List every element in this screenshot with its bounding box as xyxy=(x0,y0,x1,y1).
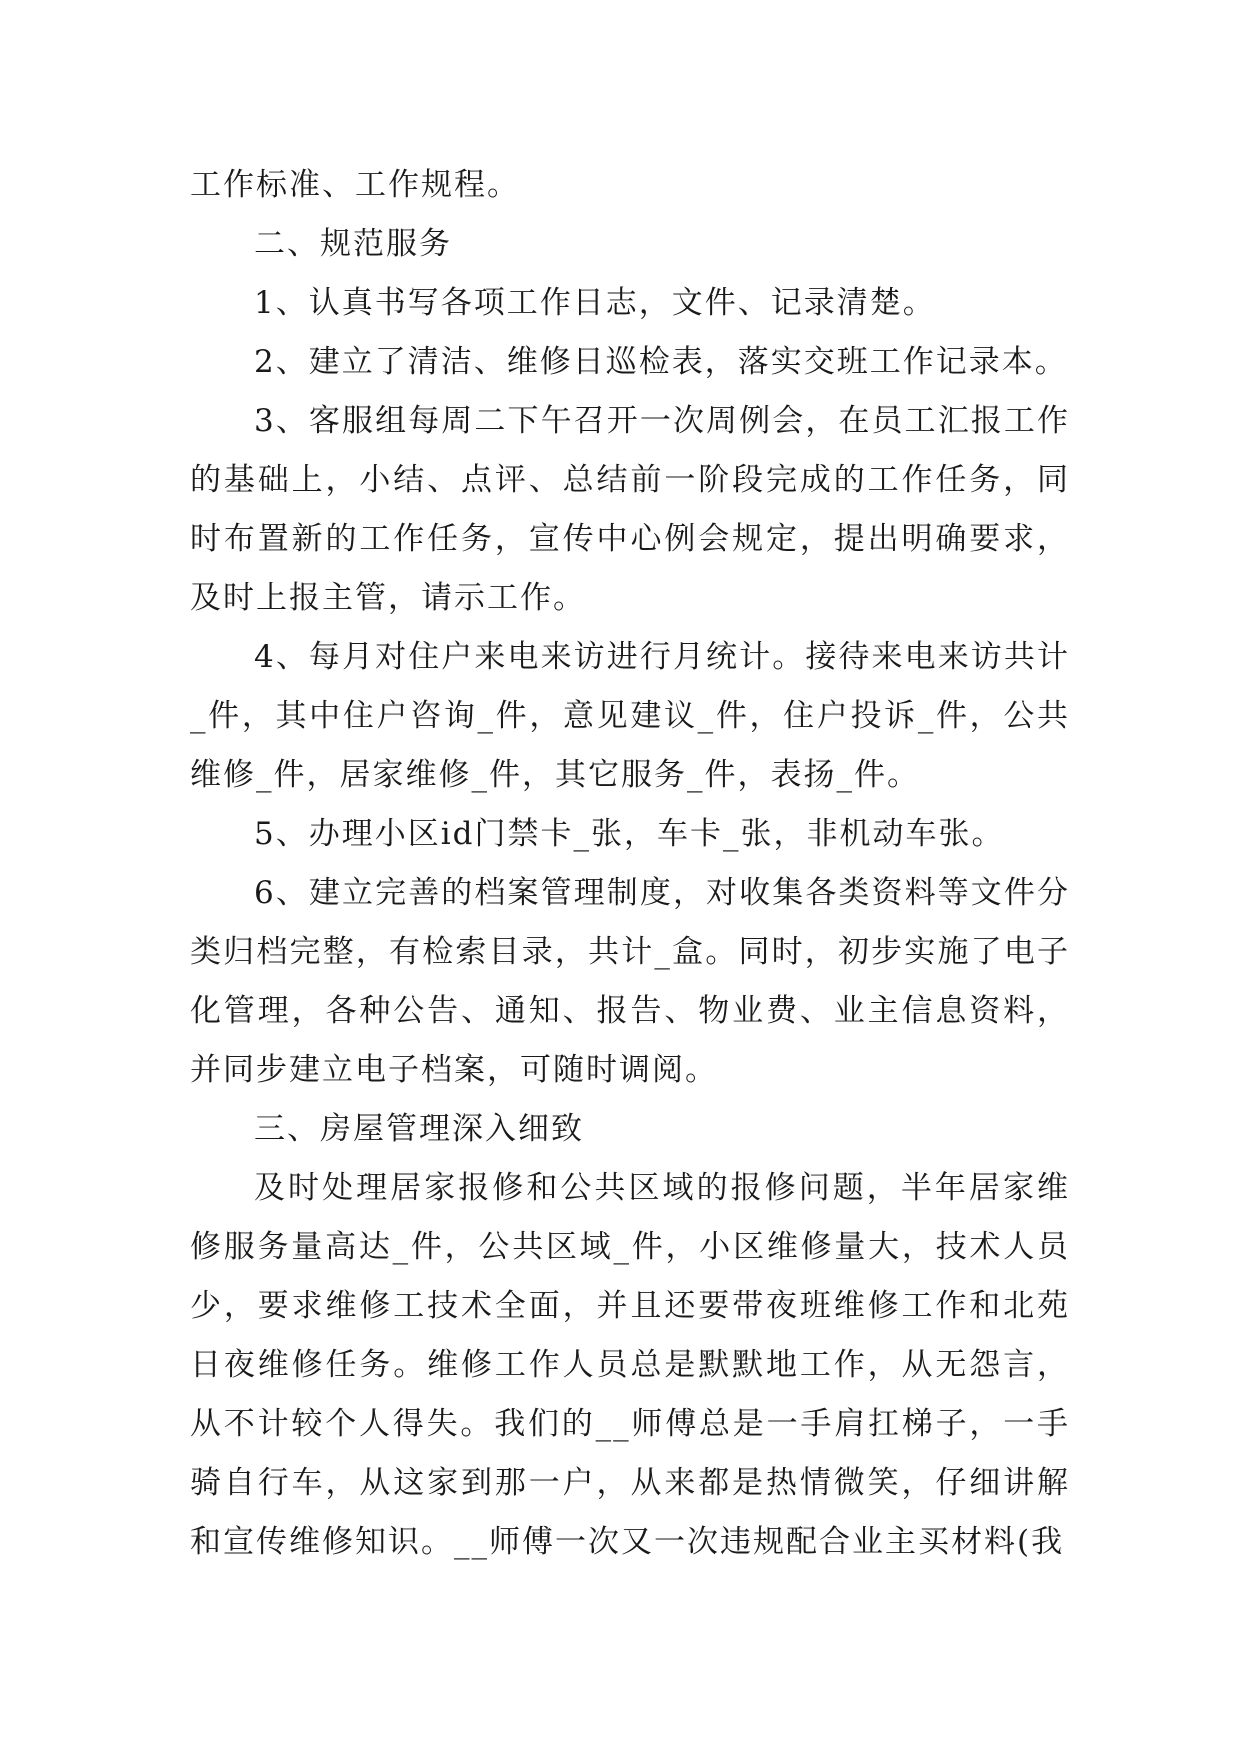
paragraph-item-2: 2、建立了清洁、维修日巡检表，落实交班工作记录本。 xyxy=(254,344,1068,380)
paragraph-item-6: 6、建立完善的档案管理制度，对收集各类资料等文件分类归档完整，有检索目录，共计_盒。同时，初步实施了电子化管理，各种公告、通知、报告、物业费、业主信息资料，并同步建立电子档案，可随时调阅。 xyxy=(190,875,1070,1088)
section-heading-housing-management: 三、房屋管理深入细致 xyxy=(254,1111,584,1147)
paragraph-item-3: 3、客服组每周二下午召开一次周例会，在员工汇报工作的基础上，小结、点评、总结前一阶段完成的工作任务，同时布置新的工作任务，宣传中心例会规定，提出明确要求，及时上报主管，请示工作。 xyxy=(190,403,1070,616)
paragraph-item-4: 4、每月对住户来电来访进行月统计。接待来电来访共计_件，其中住户咨询_件，意见建议_件，住户投诉_件，公共维修_件，居家维修_件，其它服务_件，表扬_件。 xyxy=(190,639,1070,793)
section-heading-standard-service: 二、规范服务 xyxy=(254,226,452,262)
paragraph-item-5: 5、办理小区id门禁卡_张，车卡_张，非机动车张。 xyxy=(254,816,1005,852)
document-body xyxy=(190,156,1070,1572)
paragraph-work-standards: 工作标准、工作规程。 xyxy=(190,167,520,203)
paragraph-item-1: 1、认真书写各项工作日志，文件、记录清楚。 xyxy=(254,285,936,321)
paragraph-repair-handling: 及时处理居家报修和公共区域的报修问题，半年居家维修服务量高达_件，公共区域_件，小区维修量大，技术人员少，要求维修工技术全面，并且还要带夜班维修工作和北苑日夜维修任务。维修工作人员总是默默地工作，从无怨言，从不计较个人得失。我们的__师傅总是一手肩扛梯子，一手骑自行车，从这家到那一户，从来都是热情微笑，仔细讲解和宣传维修知识。__师傅一次又一次违规配合业主买材料(我 xyxy=(190,1170,1070,1560)
